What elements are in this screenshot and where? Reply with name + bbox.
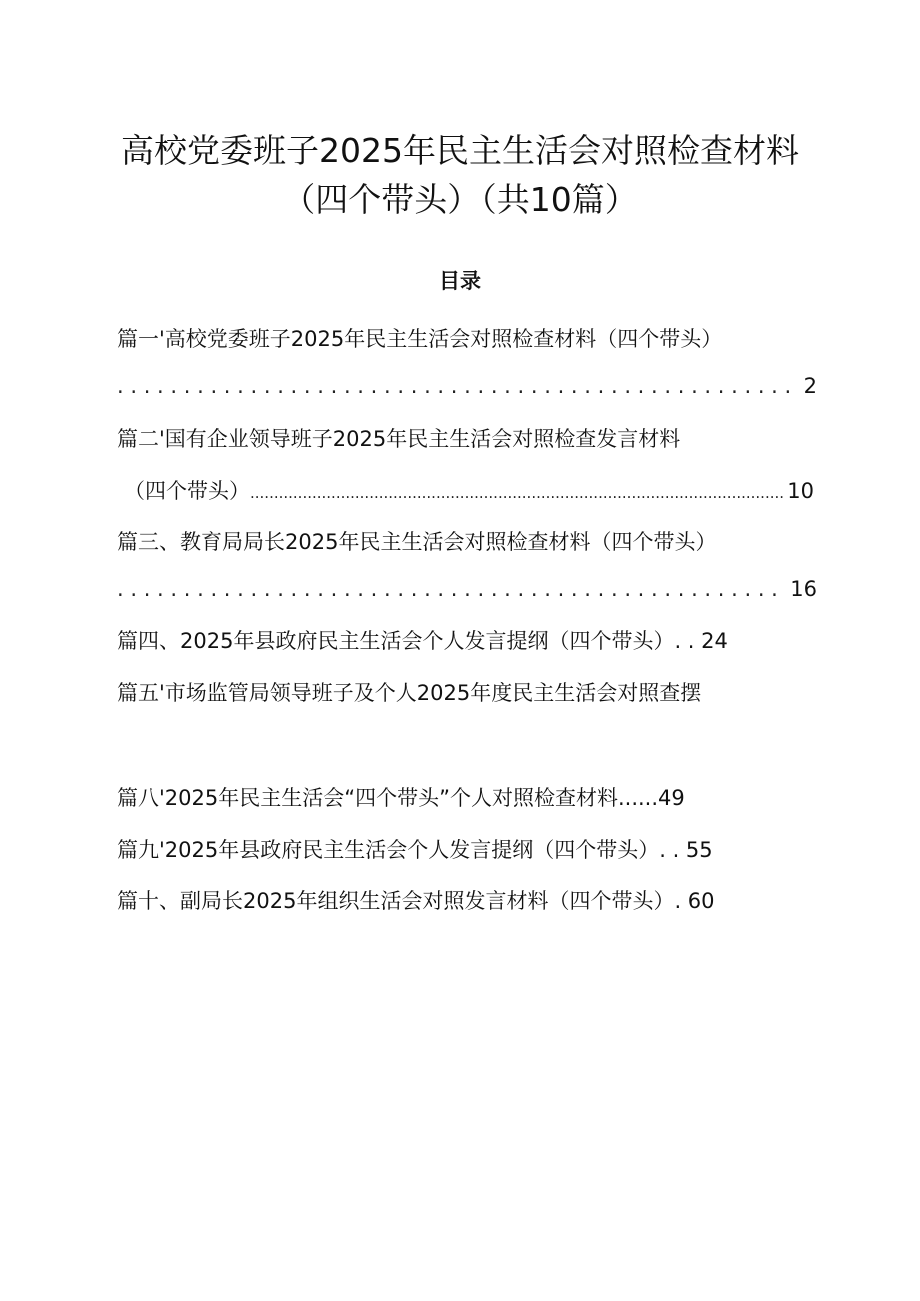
toc-entry-3-page: 16	[790, 577, 817, 601]
toc-entry-2-leader-row[interactable]	[124, 476, 814, 508]
toc-entry-1-page: 2	[803, 374, 817, 398]
toc-leader-dots	[117, 371, 800, 401]
toc-entry-9[interactable]: 篇九'2025年县政府民主生活会个人发言提纲（四个带头）. . 55	[117, 838, 713, 862]
toc-entry-3-title[interactable]: 篇三、教育局局长2025年民主生活会对照检查材料（四个带头）	[117, 530, 717, 554]
toc-entry-1-title[interactable]: 篇一'高校党委班子2025年民主生活会对照检查材料（四个带头）	[117, 327, 723, 351]
toc-entry-2-title-cont: （四个带头）	[124, 479, 250, 503]
toc-entry-10[interactable]: 篇十、副局长2025年组织生活会对照发言材料（四个带头）. 60	[117, 889, 715, 913]
toc-entry-1-leader-row[interactable]	[117, 371, 817, 401]
toc-leader-dots	[250, 476, 783, 508]
document-title-line1: 高校党委班子2025年民主生活会对照检查材料	[121, 131, 799, 170]
toc-entry-8[interactable]: 篇八'2025年民主生活会“四个带头”个人对照检查材料......49	[117, 786, 685, 810]
toc-entry-2-page: 10	[787, 479, 814, 503]
toc-entry-2-title[interactable]: 篇二'国有企业领导班子2025年民主生活会对照检查发言材料	[117, 427, 681, 451]
toc-entry-4[interactable]: 篇四、2025年县政府民主生活会个人发言提纲（四个带头）. . 24	[117, 629, 728, 653]
document-title-line2: （四个带头）（共10篇）	[282, 180, 638, 219]
toc-leader-dots	[117, 574, 786, 604]
toc-entry-3-leader-row[interactable]	[117, 574, 817, 604]
toc-entry-5[interactable]: 篇五'市场监管局领导班子及个人2025年度民主生活会对照查摆	[117, 681, 702, 705]
toc-heading: 目录	[439, 269, 481, 293]
